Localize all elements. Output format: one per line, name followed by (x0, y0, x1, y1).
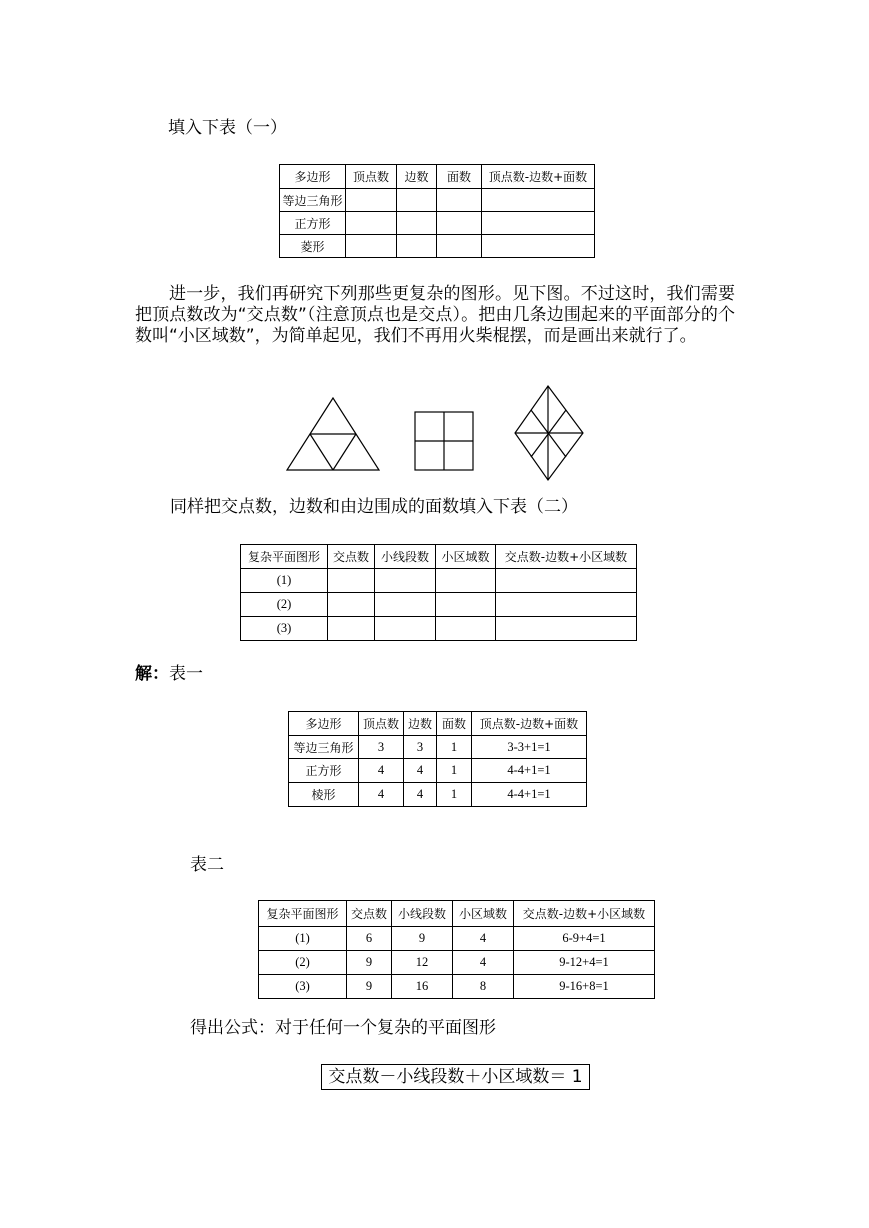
table-header-cell: 交点数 (347, 901, 392, 927)
empty-cell (436, 617, 496, 641)
blank-table-two (240, 544, 637, 641)
table-header-cell: 小区域数 (436, 545, 496, 569)
table2-heading: 同样把交点数，边数和由边围成的面数填入下表（二） (170, 497, 578, 517)
row-label-cell: (3) (241, 617, 328, 641)
answer-table-two (258, 900, 655, 999)
answer-table-one (288, 711, 587, 807)
table-cell: (1) (259, 927, 347, 951)
triangle-subdivided-figure (287, 398, 379, 470)
table-row (241, 593, 637, 617)
table-cell: 棱形 (289, 783, 359, 807)
table-cell: 4 (404, 759, 437, 783)
solution-label: 解： (135, 664, 169, 684)
table-cell: 8 (453, 975, 514, 999)
row-label-cell: (2) (241, 593, 328, 617)
table-cell: 9 (347, 975, 392, 999)
table-header-row (289, 712, 587, 736)
empty-cell (328, 617, 375, 641)
table-header-row (259, 901, 655, 927)
table-row (259, 927, 655, 951)
table-row (289, 736, 587, 759)
table-header-cell: 面数 (437, 712, 472, 736)
table-cell: 9-12+4=1 (514, 951, 655, 975)
empty-cell (436, 569, 496, 593)
empty-cell (496, 593, 637, 617)
table1-heading: 填入下表（一） (168, 118, 287, 138)
table-cell: 3-3+1=1 (472, 736, 587, 759)
table-cell: 1 (437, 783, 472, 807)
table-cell: 3 (359, 736, 404, 759)
table-cell: 4-4+1=1 (472, 783, 587, 807)
empty-cell (328, 593, 375, 617)
table-header-cell: 复杂平面图形 (259, 901, 347, 927)
table-header-cell: 小线段数 (375, 545, 436, 569)
table-cell: 12 (392, 951, 453, 975)
table-header-cell: 面数 (437, 165, 482, 189)
table-header-cell: 顶点数-边数+面数 (482, 165, 595, 189)
table-header-cell: 交点数-边数+小区域数 (514, 901, 655, 927)
table-header-cell: 顶点数 (359, 712, 404, 736)
row-label-cell: 等边三角形 (280, 189, 346, 212)
table-cell: 1 (437, 736, 472, 759)
empty-cell (436, 593, 496, 617)
square-grid-figure (415, 412, 473, 470)
empty-cell (375, 617, 436, 641)
table-cell: (3) (259, 975, 347, 999)
table-row (259, 975, 655, 999)
table-header-cell: 边数 (404, 712, 437, 736)
table-row (241, 617, 637, 641)
table-row (289, 759, 587, 783)
table-cell: 4 (359, 759, 404, 783)
solution-table1-label: 表一 (169, 664, 203, 684)
table-header-cell: 交点数 (328, 545, 375, 569)
table-header-cell: 小区域数 (453, 901, 514, 927)
table-header-cell: 多边形 (280, 165, 346, 189)
table-cell: 9 (392, 927, 453, 951)
table-cell: 6 (347, 927, 392, 951)
table-cell: 4 (359, 783, 404, 807)
table-header-cell: 交点数-边数+小区域数 (496, 545, 637, 569)
empty-cell (496, 569, 637, 593)
table-header-cell: 顶点数 (346, 165, 397, 189)
table-header-cell: 复杂平面图形 (241, 545, 328, 569)
table-cell: 4 (453, 927, 514, 951)
table-cell: 3 (404, 736, 437, 759)
table-row (289, 783, 587, 807)
table-row (259, 951, 655, 975)
table-cell: 等边三角形 (289, 736, 359, 759)
row-label-cell: 正方形 (280, 212, 346, 235)
table-header-cell: 多边形 (289, 712, 359, 736)
table-cell: 6-9+4=1 (514, 927, 655, 951)
table-cell: 9 (347, 951, 392, 975)
table-cell: 4 (453, 951, 514, 975)
table-cell: 正方形 (289, 759, 359, 783)
empty-cell (375, 569, 436, 593)
table-cell: 1 (437, 759, 472, 783)
table-header-row (241, 545, 637, 569)
row-label-cell: (1) (241, 569, 328, 593)
table-cell: (2) (259, 951, 347, 975)
table-cell: 4-4+1=1 (472, 759, 587, 783)
table-header-cell: 边数 (397, 165, 437, 189)
conclusion-text: 得出公式：对于任何一个复杂的平面图形 (190, 1018, 496, 1038)
table-header-cell: 顶点数-边数+面数 (472, 712, 587, 736)
table-cell: 4 (404, 783, 437, 807)
table-row (241, 569, 637, 593)
table-header-cell: 小线段数 (392, 901, 453, 927)
rhombus-star-figure (515, 386, 583, 480)
solution-heading (135, 664, 203, 685)
empty-cell (375, 593, 436, 617)
body-paragraph: 进一步，我们再研究下列那些更复杂的图形。见下图。不过这时，我们需要把顶点数改为“交点数”（注意顶点也是交点）。把由几条边围起来的平面部分的个数叫“小区域数”，为简单起见，我们不再用火柴棍摆，而是画出来就行了。 (135, 284, 735, 346)
table-cell: 16 (392, 975, 453, 999)
table-cell: 9-16+8=1 (514, 975, 655, 999)
row-label-cell: 菱形 (280, 235, 346, 258)
empty-cell (496, 617, 637, 641)
solution-table2-label: 表二 (190, 855, 224, 875)
formula-box: 交点数－小线段数＋小区域数＝ 1 (321, 1064, 590, 1090)
empty-cell (328, 569, 375, 593)
